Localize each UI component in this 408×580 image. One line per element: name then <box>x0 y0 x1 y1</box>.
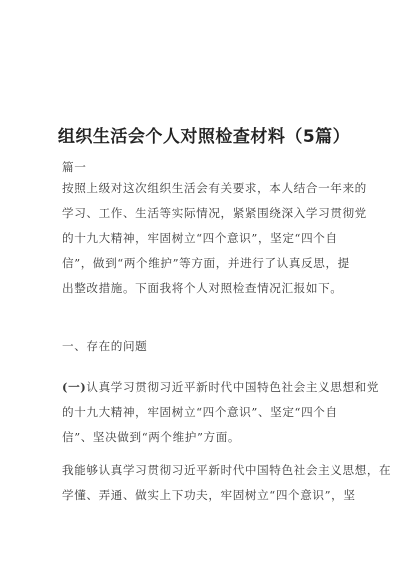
paragraph-line: 按照上级对这次组织生活会有关要求，本人结合一年来的 <box>62 181 367 195</box>
paragraph-line: 学习、工作、生活等实际情况，紧紧围绕深入学习贯彻党 <box>62 206 367 220</box>
paragraph-line: 学懂、弄通、做实上下功夫，牢固树立“四个意识”，坚 <box>62 488 356 502</box>
section-heading-text: 一、存在的问题 <box>62 339 148 353</box>
paragraph-subsection <box>62 375 380 450</box>
paragraph-line-text: 认真学习贯彻习近平新时代中国特色社会主义思想和党 <box>86 380 380 394</box>
section-heading <box>62 334 352 359</box>
paragraph-line: 我能够认真学习贯彻习近平新时代中国特色社会主义思想，在 <box>62 463 392 477</box>
paragraph-line: 的十九大精神，牢固树立“四个意识”，坚定“四个自 <box>62 231 338 245</box>
paragraph-body <box>62 458 392 508</box>
paragraph-line: 的十九大精神，牢固树立“四个意识”、坚定“四个自 <box>62 405 338 419</box>
document-title: 组织生活会个人对照检查材料（5篇） <box>57 127 351 147</box>
paragraph-line: 出整改措施。下面我将个人对照检查情况汇报如下。 <box>62 281 343 295</box>
paragraph-line: 信”、坚决做到“两个维护”方面。 <box>62 430 241 444</box>
subsection-number: (一) <box>62 380 87 394</box>
section-label-text: 篇一 <box>62 160 87 174</box>
paragraph-line: 信”，做到“两个维护”等方面，并进行了认真反思，提 <box>62 256 350 270</box>
paragraph-line <box>62 375 380 400</box>
paragraph-intro <box>62 176 367 301</box>
